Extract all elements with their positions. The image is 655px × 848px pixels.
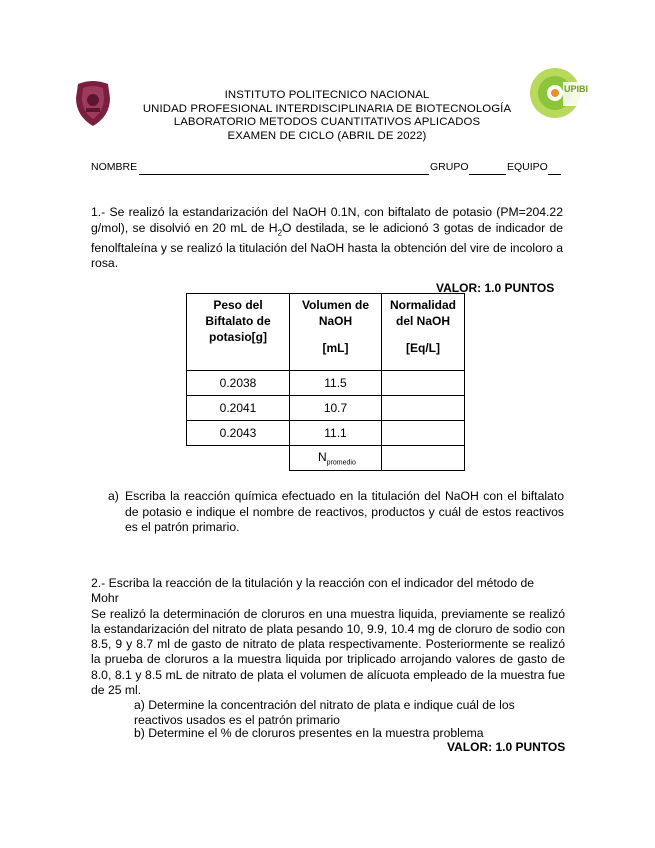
upibi-logo <box>529 66 589 120</box>
header-volumen-line: [mL] <box>322 341 349 355</box>
nombre-field[interactable] <box>139 174 429 175</box>
promedio-value[interactable] <box>382 446 465 471</box>
promedio-subscript: promedio <box>326 459 356 467</box>
header-volumen-line: Volumen de <box>301 298 370 312</box>
grupo-label: GRUPO <box>430 161 469 173</box>
q1-text-part-a: 1.- Se realizó la estandarización del NaOH 0.1N, con biftalato de potasio (PM=204.22 g/mol), se disolvió en 20 mL de H <box>91 205 563 235</box>
ipn-logo <box>74 78 112 128</box>
document-header <box>120 89 534 143</box>
header-normalidad-line: Normalidad <box>389 298 456 312</box>
promedio-label <box>290 446 382 471</box>
grupo-field[interactable] <box>469 174 506 175</box>
header-peso-line: Peso del <box>213 298 263 312</box>
q2-body: Se realizó la determinación de cloruros en una muestra liquida, previamente se realizó la estandarización del nitrato de plata pesando 10, 9.9, 10.4 mg de cloruro de sodio con 8.5, 9 y 8.7 ml de gasto de nitrato de plata respectivamente. Posteriormente se realizó la prueba de cloruros a la muestra liquida por triplicado arrojando valores de gasto de 8.0, 8.1 y 8.5 mL de nitrato de plata el volumen de alícuota empleado de la muestra fue de 25 ml. <box>91 606 565 698</box>
cell-peso: 0.2041 <box>187 396 290 421</box>
header-line-2: UNIDAD PROFESIONAL INTERDISCIPLINARIA DE BIOTECNOLOGÍA <box>142 102 512 115</box>
header-line-1: INSTITUTO POLITECNICO NACIONAL <box>224 89 430 101</box>
student-info-row <box>91 161 561 177</box>
titration-table <box>186 293 465 471</box>
promedio-empty <box>187 446 290 471</box>
table-row <box>187 421 465 446</box>
q2-intro: 2.- Escriba la reacción de la titulación y la reacción con el indicador del método de Mohr <box>91 576 535 606</box>
table-row <box>187 371 465 396</box>
header-normalidad-line: [Eq/L] <box>406 341 440 355</box>
q1a-text: Escriba la reacción química efectuado en la titulación del NaOH con el biftalato de potasio e indique el nombre de reactivos, productos y cuál de estos reactivos es el patrón primario. <box>125 489 564 535</box>
cell-normalidad[interactable] <box>382 396 465 421</box>
header-volumen-line: NaOH <box>318 314 353 328</box>
header-line-4: EXAMEN DE CICLO (ABRIL DE 2022) <box>227 129 427 142</box>
cell-peso: 0.2038 <box>187 371 290 396</box>
nombre-label: NOMBRE <box>91 161 138 173</box>
cell-peso: 0.2043 <box>187 421 290 446</box>
cell-volumen: 10.7 <box>290 396 382 421</box>
h2o-subscript: 2 <box>277 228 283 238</box>
question-1-text <box>91 205 563 272</box>
table-header-row <box>187 294 465 371</box>
q1a-label: a) <box>108 489 119 503</box>
q1-text-part-b: O destilada, se le adicionó 3 gotas de indicador de fenolftaleína y se realizó la titulación del NaOH hasta la obtención del vire de incoloro a rosa. <box>91 220 563 271</box>
header-line-3: LABORATORIO METODOS CUANTITATIVOS APLICADOS <box>173 116 481 129</box>
header-normalidad-line: del NaOH <box>395 314 450 328</box>
cell-volumen: 11.5 <box>290 371 382 396</box>
equipo-field[interactable] <box>548 174 561 175</box>
equipo-label: EQUIPO <box>507 161 548 173</box>
table-row <box>187 396 465 421</box>
q1-value: VALOR: 1.0 PUNTOS <box>436 281 555 295</box>
q2-part-a: a) Determine la concentración del nitrato de plata e indique cuál de los reactivos usados es el patrón primario <box>134 698 515 728</box>
promedio-n: N <box>318 449 327 464</box>
svg-text:UPIBI: UPIBI <box>564 84 589 94</box>
cell-normalidad[interactable] <box>382 421 465 446</box>
header-peso-line: Biftalato de <box>205 314 271 328</box>
header-normalidad <box>382 294 465 371</box>
q2-part-b: b) Determine el % de cloruros presentes en la muestra problema <box>134 726 484 740</box>
q2-value: VALOR: 1.0 PUNTOS <box>447 740 566 754</box>
cell-volumen: 11.1 <box>290 421 382 446</box>
header-peso <box>187 294 290 371</box>
promedio-row <box>187 446 465 471</box>
question-2 <box>91 576 565 698</box>
header-volumen <box>290 294 382 371</box>
cell-normalidad[interactable] <box>382 371 465 396</box>
question-1a <box>108 489 564 536</box>
header-peso-line: potasio[g] <box>209 330 267 344</box>
